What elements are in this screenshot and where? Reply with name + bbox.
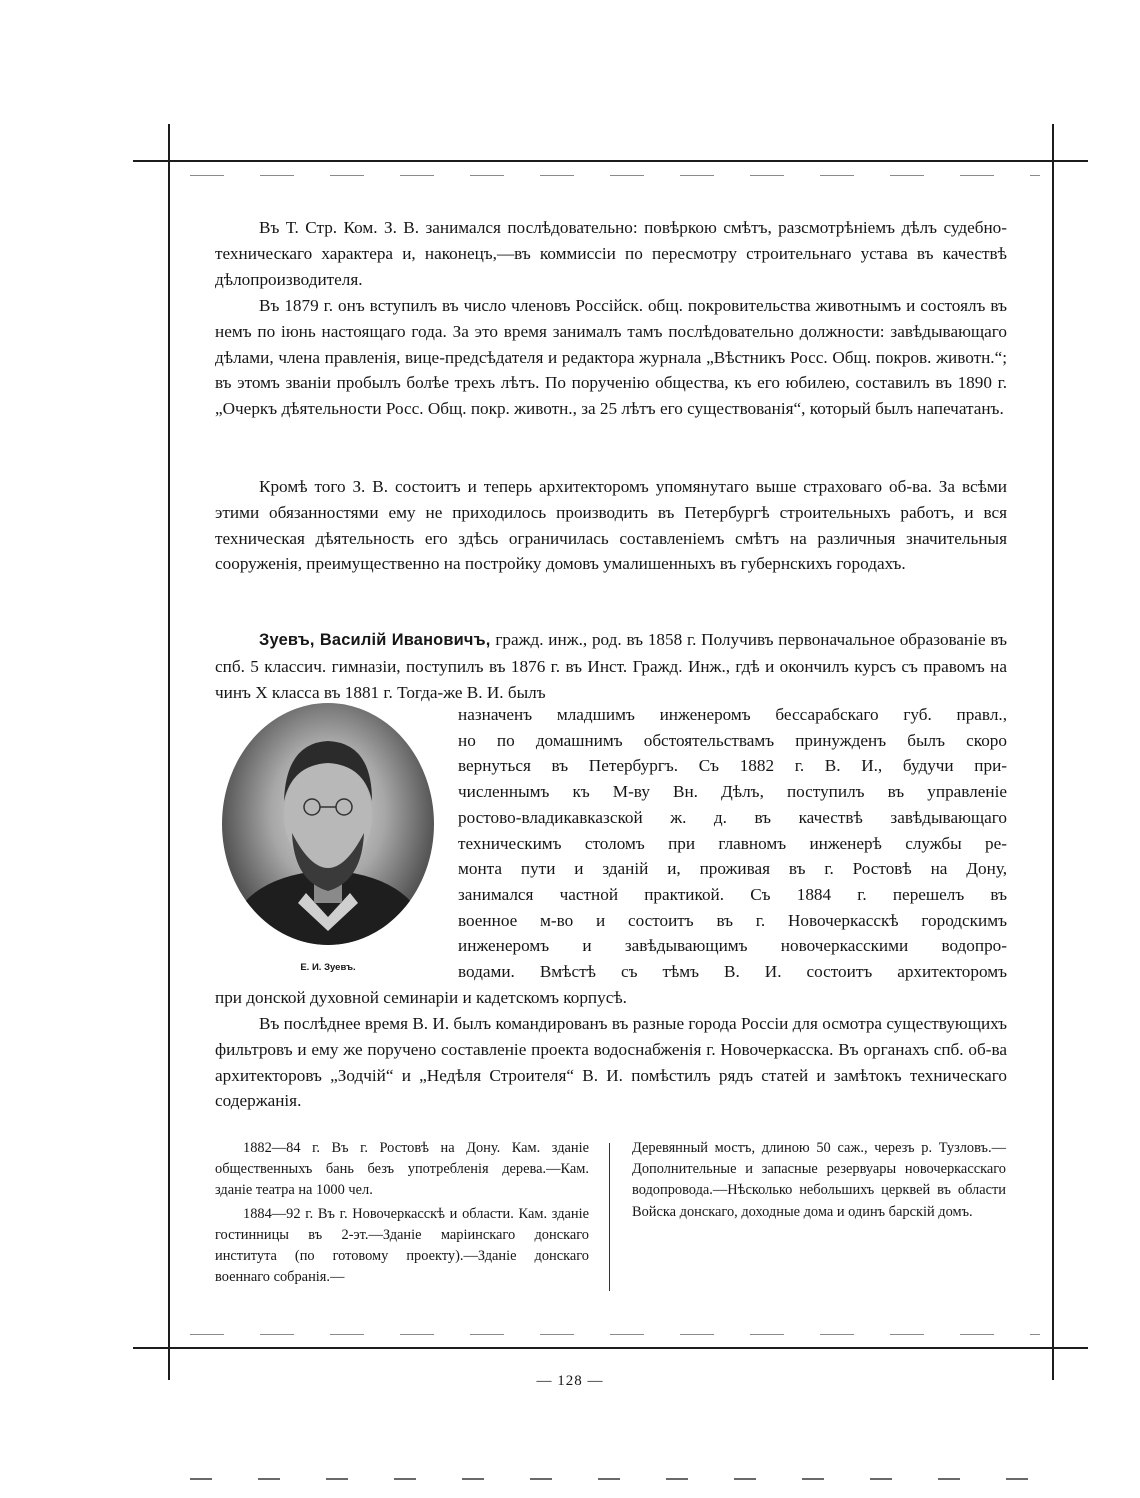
inner-dashed-rule-top	[190, 175, 1040, 176]
paragraph-3: Кромѣ того З. В. состоитъ и теперь архитекторомъ упомянутаго выше страховаго об-ва. За всѣми этими обязанностями ему не приходилось производить въ Петербургѣ строительныхъ работъ, и вся техническая дѣятельность его здѣсь ограничилась составленіемъ смѣтъ на различныя значительныя сооруженія, преимущественно на постройку домовъ умалишенныхъ въ губернскихъ городахъ.	[215, 477, 1007, 574]
biography-intro-text: гражд. инж., род. въ 1858 г. Получивъ первоначальное образованіе въ спб. 5 классич. гимназіи, поступилъ въ 1876 г. въ Инст. Гражд. Инж., гдѣ и окончилъ курсъ съ правомъ на чинъ X класса въ 1881 г. Тогда-же В. И. былъ	[215, 630, 1008, 702]
paragraph-2: Въ 1879 г. онъ вступилъ въ число членовъ Россійск. общ. покровительства животнымъ и состоялъ въ немъ по іюнь настоящаго года. За это время занималъ тамъ послѣдовательно должности: завѣдывающаго дѣлами, члена правленія, вице-предсѣдателя и редактора журнала „Вѣстникъ Росс. Общ. покров. животн.“; въ этомъ званіи пробылъ болѣе трехъ лѣтъ. По порученію общества, къ его юбилею, составилъ въ 1890 г. „Очеркъ дѣятельности Росс. Общ. покр. животн., за 25 лѣтъ его существованія“, который былъ напечатанъ.	[215, 296, 1007, 419]
frame-left-rule	[168, 124, 170, 1380]
frame-bottom-rule	[133, 1347, 1088, 1349]
works-entry: 1882—84 г. Въ г. Ростовѣ на Дону. Кам. зданіе общественныхъ бань безъ употребленія дерева.—Кам. зданіе театра на 1000 чел.	[215, 1140, 589, 1199]
biography-wrap-block	[458, 702, 1007, 985]
wrap-line: назначенъ младшимъ инженеромъ бессарабскаго губ. правл.,	[458, 705, 1007, 724]
wrap-line: численнымъ къ М-ву Вн. Дѣлъ, поступилъ въ управленіе	[458, 782, 1007, 802]
works-entry: 1884—92 г. Въ г. Новочеркасскѣ и области. Кам. зданіе гостинницы въ 2-эт.—Зданіе маріинскаго донскаго института (по готовому проекту).—Зданіе донскаго военнаго собранія.—	[215, 1205, 589, 1286]
inner-dashed-rule-bottom	[190, 1334, 1040, 1335]
wrap-line: водами. Вмѣстѣ съ тѣмъ В. И. состоитъ архитекторомъ	[458, 962, 1007, 982]
biography-after-wrap: при донской духовной семинаріи и кадетскомъ корпусѣ.	[215, 988, 627, 1007]
biography-last-paragraph: Въ послѣднее время В. И. былъ командированъ въ разные города Россіи для осмотра существующихъ фильтровъ и ему же поручено составленіе проекта водоснабженія г. Новочеркасска. Въ органахъ спб. об-ва архитекторовъ „Зодчій“ и „Недѣля Строителя“ В. И. помѣстилъ рядъ статей и замѣтокъ техническаго содержанія.	[215, 1014, 1007, 1111]
frame-top-rule	[133, 160, 1088, 162]
works-column-left	[215, 1138, 589, 1288]
column-divider	[609, 1143, 610, 1291]
portrait-image	[222, 703, 434, 945]
wrap-line: ростово-владикавказской ж. д. въ качествѣ завѣдывающаго	[458, 807, 1007, 827]
paragraph-1: Въ Т. Стр. Ком. З. В. занимался послѣдовательно: повѣркою смѣтъ, разсмотрѣніемъ дѣлъ судебно-техническаго характера и, наконецъ,—въ коммиссіи по пересмотру строительнаго устава въ качествѣ дѣлопроизводителя.	[215, 218, 1007, 289]
biography-name: Зуевъ, Василій Ивановичъ,	[259, 631, 491, 649]
wrap-line: военное м-во и состоитъ въ г. Новочеркасскѣ городскимъ	[458, 910, 1007, 930]
footer-dashed-rule	[190, 1478, 1040, 1480]
wrap-line: занимался частной практикой. Съ 1884 г. перешелъ въ	[458, 884, 1007, 904]
wrap-line: инженеромъ и завѣдывающимъ новочеркасскими водопро-	[458, 936, 1007, 956]
wrap-line: монта пути и зданій и, проживая въ г. Ростовѣ на Дону,	[458, 859, 1007, 879]
wrap-line: техническимъ столомъ при главномъ инженерѣ службы ре-	[458, 833, 1007, 853]
portrait-caption: Е. И. Зуевъ.	[300, 962, 356, 973]
frame-right-rule	[1052, 124, 1054, 1380]
wrap-line: но по домашнимъ обстоятельствамъ принужденъ былъ скоро	[458, 730, 1007, 750]
wrap-line: вернуться въ Петербургъ. Съ 1882 г. В. И., будучи при-	[458, 756, 1007, 776]
page-number: — 128 —	[536, 1373, 604, 1389]
biography-intro	[215, 627, 1007, 705]
works-column-right: Деревянный мостъ, длиною 50 саж., черезъ р. Тузловъ.—Дополнительные и запасные резервуары новочеркасскаго водопровода.—Нѣсколько небольшихъ церквей въ области Войска донскаго, доходные дома и одинъ барскій домъ.	[632, 1140, 1006, 1220]
